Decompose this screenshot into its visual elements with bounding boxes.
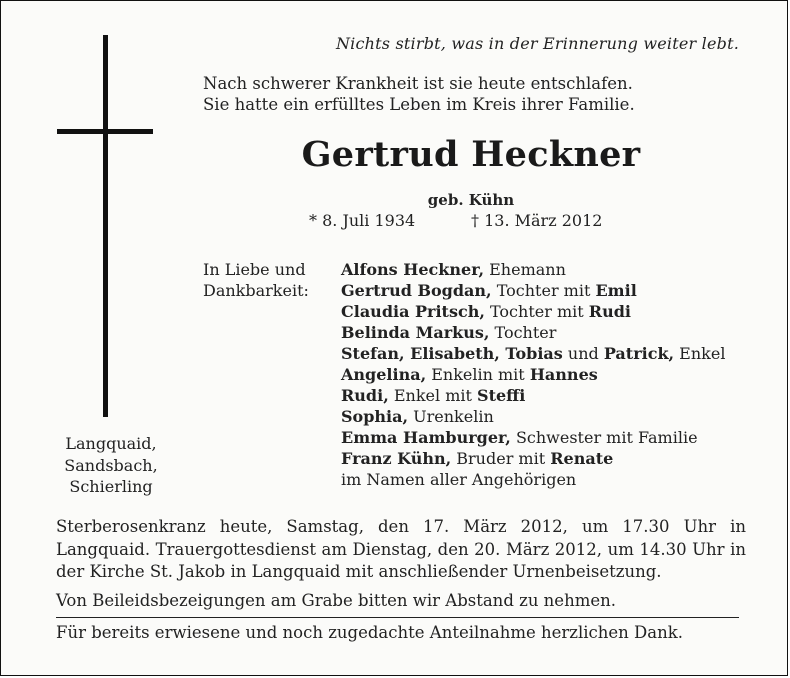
mourner-name: Sophia, [341, 407, 409, 426]
mourner-name: Angelina, [341, 365, 427, 384]
mourner-name: Franz Kühn, [341, 449, 452, 468]
mourner-row [341, 259, 761, 280]
mourner-row [341, 280, 761, 301]
mourner-name: Patrick, [603, 344, 675, 363]
death-date: † 13. März 2012 [471, 211, 603, 230]
mourner-relation: Enkel mit [388, 386, 478, 405]
cross-icon-bar [57, 129, 153, 134]
cross-icon [103, 35, 108, 417]
mourners-label-line: In Liebe und [203, 260, 306, 279]
mourner-name: Emma Hamburger, [341, 428, 511, 447]
mourner-relation: Ehemann [484, 260, 566, 279]
mourner-relation: und [562, 344, 604, 363]
places [41, 433, 181, 498]
mourner-name: Stefan, Elisabeth, Tobias [341, 344, 563, 363]
mourner-name: Renate [550, 449, 614, 468]
place-line: Langquaid, [65, 434, 157, 453]
mourners-label [203, 259, 309, 301]
mourner-name: Gertrud Bogdan, [341, 281, 492, 300]
divider [56, 617, 739, 618]
mourner-row [341, 385, 761, 406]
mourner-row [341, 322, 761, 343]
mourner-name: Emil [595, 281, 637, 300]
mourner-row [341, 448, 761, 469]
condolence-note: Von Beileidsbezeigungen am Grabe bitten wir Abstand zu nehmen. [56, 591, 616, 610]
motto: Nichts stirbt, was in der Erinnerung weiter lebt. [335, 34, 739, 53]
mourner-relation: Enkelin mit [426, 365, 530, 384]
mourners-label-line: Dankbarkeit: [203, 281, 309, 300]
mourner-relation: Enkel [674, 344, 726, 363]
mourner-row [341, 364, 761, 385]
place-line: Sandsbach, [64, 455, 158, 475]
deceased-name: Gertrud Heckner [301, 134, 641, 175]
mourner-row [341, 469, 761, 490]
mourner-relation: im Namen aller Angehörigen [341, 470, 577, 489]
mourner-name: Claudia Pritsch, [341, 302, 485, 321]
mourner-relation: Tochter mit [491, 281, 596, 300]
mourner-name: Hannes [529, 365, 598, 384]
mourner-name: Steffi [477, 386, 526, 405]
thanks-note: Für bereits erwiesene und noch zugedachte Anteilnahme herzlichen Dank. [56, 623, 683, 642]
mourner-row [341, 343, 761, 364]
mourner-row [341, 406, 761, 427]
funeral-notice: Sterberosenkranz heute, Samstag, den 17. März 2012, um 17.30 Uhr in Langquaid. Trauergottesdienst am Dienstag, den 20. März 2012, um 14.30 Uhr in der Kirche St. Jakob in Langquaid mit anschließender Urnenbeisetzung. [56, 517, 746, 581]
mourner-relation: Tochter [489, 323, 557, 342]
mourner-name: Belinda Markus, [341, 323, 490, 342]
maiden-name: geb. Kühn [427, 191, 515, 209]
place-line: Schierling [69, 477, 153, 496]
mourner-name: Rudi [588, 302, 631, 321]
mourner-row [341, 301, 761, 322]
mourner-name: Alfons Heckner, [341, 260, 485, 279]
mourner-relation: Tochter mit [484, 302, 589, 321]
birth-date: * 8. Juli 1934 [309, 211, 416, 230]
mourners-list [341, 259, 761, 490]
intro-line: Nach schwerer Krankheit ist sie heute entschlafen. [203, 74, 633, 93]
mourner-relation: Schwester mit Familie [510, 428, 698, 447]
mourner-relation: Urenkelin [408, 407, 494, 426]
intro-line: Sie hatte ein erfülltes Leben im Kreis ihrer Familie. [203, 95, 635, 114]
mourner-relation: Bruder mit [451, 449, 551, 468]
intro-text [203, 73, 743, 115]
mourner-name: Rudi, [341, 386, 389, 405]
mourner-row [341, 427, 761, 448]
